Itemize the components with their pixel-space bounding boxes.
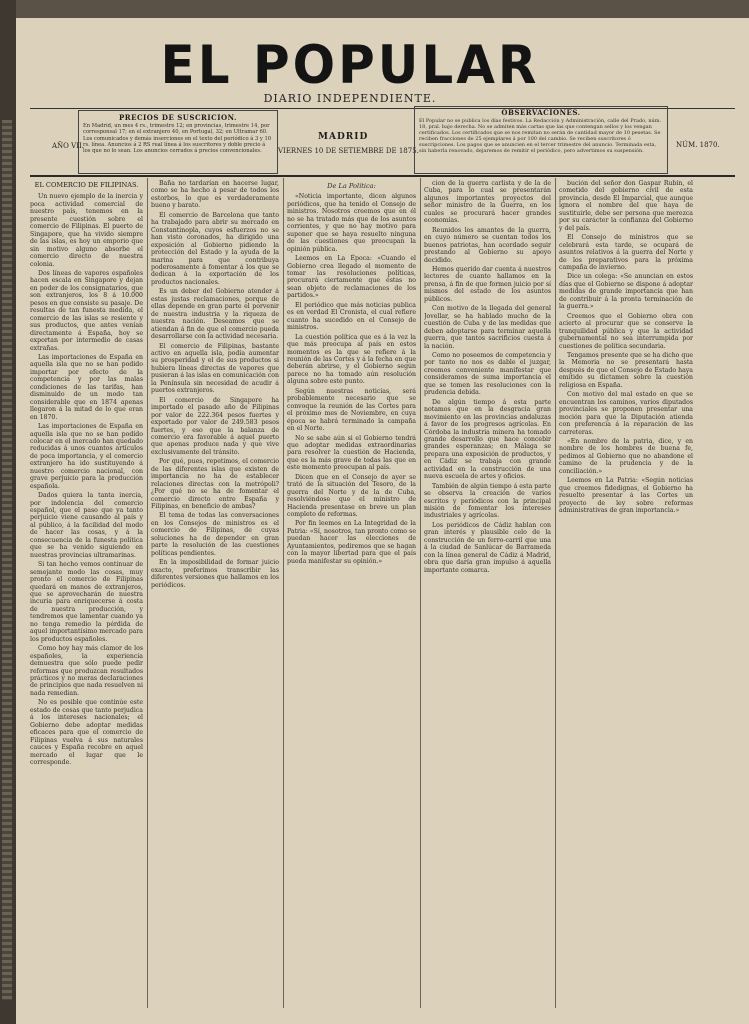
column-divider [283, 178, 284, 1008]
article-paragraph: Si tan hecho vemos continuar de semejante modo las cosas, muy pronto el comercio de Filipinas quedará en manos de extranjeros, que se aprovecharán de nuestra incuria para enriquecerse á costa de nuestra producción, y tendremos que lamentar cuando ya no tenga remedio la pérdida de aquel importantísimo mercado para los productos españoles. [30, 561, 143, 643]
article-paragraph: El comercio de Filipinas, bastante activo en aquella isla, podía aumentar su prosperidad y el de sus productos si hubiera líneas directas de vapores que pusieran á las islas en comunicación con la Península sin necesidad de acudir á puertos extranjeros. [151, 342, 279, 395]
article-column-2 [151, 180, 279, 1000]
article-paragraph: También de algún tiempo á esta parte se observa la creación de varios escritos y periódicos con la principal misión de fomentar los intereses industriales y agrícolas. [424, 482, 551, 520]
article-column-1 [30, 180, 143, 1000]
article-paragraph: El comercio de Barcelona que tanto ha trabajado para abrir su mercado en Constantinopla, cuyos esfuerzos no se han visto coronados, ha dirigido una exposición al Gobierno pidiendo la protección del Estado y la ayuda de la marina para que contribuya poderosamente á fomentar á los que se dedican á la exportación de los productos nacionales. [151, 211, 279, 286]
observations-text: El Popular no se publica los días festivos. La Redacción y Administración, calle del Prado, núm. 18, pral. bajo derecha. No se admiten más cartas que las que contengan sellos y los vengan certificados. Los certificados que se nos remitan no serán de cantidad mayor de 10 pesetas. Se reciben fracciones de 25 ejemplares á por 100 del cambio. Se reciben suscritores ó suscripciones. Los pagos que se anuncien en el tercer trimestre del anuncio. Terminada esta, sin haberla renovado, dejaremos de remitir el periódico, pero advertimos su suspensión. [419, 118, 662, 154]
article-paragraph: Tengamos presente que se ha dicho que la Memoria no se presentará hasta después de que el Consejo de Estado haya emitido su dictamen sobre la cuestión religiosa en España. [559, 351, 693, 389]
article-paragraph: Las importaciones de España en aquella isla que no se han podido importar por efecto de la competencia y por las malas condiciones de las tarifas, han disminuido de un modo tan considerable que en 1874 apenas llegaron á la mitad de lo que eran en 1870. [30, 353, 143, 421]
article-paragraph: Hemos querido dar cuenta á nuestros lectores de cuanto hallamos en la prensa, á fin de que formen juicio por sí mismos del estado de los asuntos públicos. [424, 265, 551, 303]
article-paragraph: Baña no tardarían en hacerse lugar, como se ha hecho á pesar de todos los estorbos, lo que es verdaderamente bueno y barato. [151, 180, 279, 210]
article-paragraph: Los periódicos de Cádiz hablan con gran interés y plausible celo de la construcción de un ferro-carril que una á la ciudad de Sanlúcar de Barrameda con la línea general de Cádiz á Madrid, obra que daría gran impulso á aquella importante comarca. [424, 521, 551, 574]
column-divider [420, 178, 421, 1008]
column-divider [147, 178, 148, 1008]
article-paragraph: No es posible que continúe este estado de cosas que tanto perjudica á los intereses nacionales; el Gobierno debe adoptar medidas eficaces para que el comercio de Filipinas vuelva á sus naturales cauces y España recobre en aquel mercado el lugar que le corresponde. [30, 699, 143, 766]
article-paragraph: Dos líneas de vapores españoles hacen escala en Singapore y dejan en poder de los consignatarios, que son extranjeros, los 8 á 10.000 pesos en que consiste su pasaje. De resultas de tan funesta medida, el comercio de las islas se resiente y sus productos, que antes venían directamente á España, hoy se exportan por intermedio de casas extrañas. [30, 269, 143, 352]
article-heading: EL COMERCIO DE FILIPINAS. [34, 181, 139, 189]
article-paragraph: Dados quiera la tanta inercia, por indolencia del comercio español, que el paso que ya tanto perjuicio viene causando al país y al público, á la facilidad del modo de hacer las cosas, y á la consecuencia de la funesta política que se ha venido siguiendo en nuestras provincias ultramarinas. [30, 492, 143, 559]
observations-title: OBSERVACIONES. [501, 108, 581, 117]
masthead-title: EL POPULAR [160, 34, 540, 96]
article-paragraph: En la imposibilidad de formar juicio exacto, preferimos transcribir las diferentes versiones que hallamos en los periódicos. [151, 559, 279, 589]
page-edges [2, 120, 12, 1000]
article-paragraph: No se sabe aún si el Gobierno tendrá que adoptar medidas extraordinarias para resolver la cuestión de Hacienda, que es la más grave de todas las que en este momento preocupan al país. [287, 434, 416, 472]
article-paragraph: El periódico que más noticias publica es en verdad El Cronista, el cual refiere cuanto ha sucedido en el Consejo de ministros. [287, 301, 416, 332]
article-paragraph: Las importaciones de España en aquella isla que no se han podido colocar en el mercado han quedado reducidas á unos cuantos artículos de poca importancia, y el comercio extranjero ha ido sustituyendo á nuestro comercio nacional, con grave perjuicio para la producción española. [30, 423, 143, 490]
article-paragraph: Por qué, pues, repetimos, el comercio de las diferentes islas que existen de importancia no ha de establecer relaciones directas con la metrópoli? ¿Por qué no se ha de fomentar el comercio directo entre España y Filipinas, en beneficio de ambas? [151, 458, 279, 511]
city-label: MADRID [318, 132, 369, 142]
article-paragraph: El Consejo de ministros que se celebrará esta tarde, se ocupará de asuntos relativos á la guerra del Norte y de los preparativos para la próxima campaña de invierno. [559, 234, 693, 271]
article-paragraph: Según nuestras noticias, será probablemente necesario que se convoque la reunión de las Cortes para el próximo mes de Noviembre, en cuya época se habrá terminado la campaña en el Norte. [287, 387, 416, 433]
article-paragraph: Reunidos los amantes de la guerra, en cuyo número se cuentan todos los buenos patriotas, han acordado seguir prestando al Gobierno su apoyo decidido. [424, 226, 551, 264]
article-paragraph: bución del señor don Gaspar Rubín, el cometido del gobierno civil de esta provincia, desde El Imparcial, que aunque ignora el nombre del que haya de sustituirle, debe ser persona que merezca por su carácter la confianza del Gobierno y del país. [559, 180, 693, 232]
article-paragraph: El comercio de Singapore ha importado el pasado año de Filipinas por valor de 222.364 pesos fuertes y exportado por valor de 249.583 pesos fuertes, y eso que la balanza de comercio era favorable á aquel puerto que apenas produce nada y que vive exclusivamente del tránsito. [151, 396, 279, 456]
article-paragraph: Creemos que el Gobierno obra con acierto al procurar que se conserve la tranquilidad pública y que la actividad gubernamental no sea interrumpida por cuestiones de política secundaria. [559, 312, 693, 350]
article-paragraph: «En nombre de la patria, dice, y en nombre de los hombres de buena fe, pedimos al Gobierno que no abandone el camino de la prudencia y de la conciliación.» [559, 437, 693, 475]
article-paragraph: Como hoy hay más clamor de los españoles, la experiencia demuestra que sólo puede pedir reformas que produzcan resultados prácticos y no meras declaraciones de principios que nada resuelven ni nada remedian. [30, 645, 143, 697]
article-paragraph: Como no poseemos de competencia y por tanto no nos es dable el juzgar, creemos conveniente manifestar que consideramos de suma importancia el que se tomen las resoluciones con la prudencia debida. [424, 351, 551, 397]
article-paragraph: Por fin leemos en La Integridad de la Patria: «Sí, nosotros, tan pronto como se puedan hacer las elecciones de Ayuntamientos, pediremos que se hagan con la mayor libertad para que el país pueda manifestar su opinión.» [287, 520, 416, 565]
volume-year: AÑO VII. [52, 142, 84, 150]
issue-date: VIERNES 10 DE SETIEMBRE DE 1875. [278, 147, 419, 155]
masthead-subtitle: DIARIO INDEPENDIENTE. [263, 92, 437, 105]
article-column-3 [287, 180, 416, 1000]
issue-number: NÚM. 1870. [676, 141, 720, 149]
article-paragraph: De algún tiempo á esta parte notamos que en la desgracia gran movimiento en las provincias andaluzas á favor de los progresos agrícolas. En Córdoba la industria minera ha tomado grande desarrollo que hace concebir grandes esperanzas; en Málaga se prepara una exposición de productos, y en Cádiz se trabaja con grande actividad en la construcción de una nueva escuela de artes y oficios. [424, 398, 551, 481]
article-paragraph: Con motivo del mal estado en que se encuentran los caminos, varios diputados provinciales se proponen presentar una moción para que la Diputación atienda con preferencia á la reparación de las carreteras. [559, 391, 693, 436]
subscription-text: En Madrid, un mes 4 rs., trimestre 12; en provincias, trimestre 14, por corresponsal 17; en el extranjero 40, en Portugal, 32; en Ultramar 60. Los comunicados y demás inserciones en el texto del periódico á 3 y 10 rs. línea. Anuncios á 2 RS real línea á los suscritores y doble precio á los que no lo sean. Los anuncios cerrados á precios convencionales. [83, 123, 272, 155]
article-paragraph: Dice un colega: «Se anuncian en estos días que el Gobierno se dispone á adoptar medidas de grande importancia que han de contribuir á la pronta terminación de la guerra.» [559, 273, 693, 311]
article-paragraph: Un nuevo ejemplo de la inercia y poca actividad comercial de nuestro país, tenemos en la presente cuestión sobre el comercio de Filipinas. El puerto de Singapore, que ha vivido siempre de las islas, es hoy un emporio que sin motivo alguno absorbe el comercio directo de nuestra colonia. [30, 193, 143, 268]
observations-box [414, 106, 668, 174]
article-column-4 [424, 180, 551, 1000]
article-paragraph: El tema de todas las conversaciones en los Consejos de ministros es el comercio de Filipinas, de cuyas soluciones ha de depender en gran parte la resolución de las cuestiones políticas pendientes. [151, 512, 279, 557]
article-paragraph: Leemos en La Época: «Cuando el Gobierno crea llegado el momento de tomar las resoluciones políticas, procurará ciertamente que éstas no sean objeto de reclamaciones de los partidos.» [287, 255, 416, 300]
subscription-title: PRECIOS DE SUSCRICION. [119, 113, 237, 122]
article-paragraph: Dicen que en el Consejo de ayer se trató de la situación del Tesoro, de la guerra del Norte y de la de Cuba, resolviéndose que el ministro de Hacienda presentase en breve un plan completo de reformas. [287, 473, 416, 519]
article-column-5 [559, 180, 693, 1000]
article-paragraph: cion de la guerra carlista y de la de Cuba, para lo cual se presentarán algunos importantes proyectos del señor ministro de la Guerra, en los cuales se procurará hacer grandes economías. [424, 180, 551, 225]
book-binding [0, 0, 16, 1024]
column-divider [555, 178, 556, 1008]
article-paragraph: La cuestión política que es á la vez la que más preocupa al país en estos momentos es la que se refiere á la reunión de las Cortes y á la fecha en que deberán abrirse, y el Gobierno según parece no ha tomado aún resolución alguna sobre este punto. [287, 333, 416, 386]
section-heading: De La Política: [327, 182, 376, 190]
article-paragraph: «Noticia importante, dicen algunos periódicos, que ha tenido el Consejo de ministros. Nosotros creemos que en él no se ha tratado más que de los asuntos corrientes, y que no hay motivo para suponer que se haya resuelto ninguna de las cuestiones que preocupan la opinión pública. [287, 193, 416, 253]
article-paragraph: Es un deber del Gobierno atender á estas justas reclamaciones, porque de ellas depende en gran parte el porvenir de nuestra industria y la riqueza de nuestra nación. Deseamos que se atiendan á fin de que el comercio pueda desarrollarse con la actividad necesaria. [151, 288, 279, 341]
header-bottom-rule [30, 175, 735, 177]
subscription-box [78, 110, 278, 174]
article-paragraph: Con motivo de la llegada del general Jovellar, se ha hablado mucho de la cuestión de Cuba y de las medidas que deben adoptarse para terminar aquella guerra, que tantos sacrificios cuesta á la nación. [424, 305, 551, 350]
article-paragraph: Leemos en La Patria: «Según noticias que creemos fidedignas, el Gobierno ha resuelto presentar á las Cortes un proyecto de ley sobre reformas administrativas de gran importancia.» [559, 477, 693, 515]
